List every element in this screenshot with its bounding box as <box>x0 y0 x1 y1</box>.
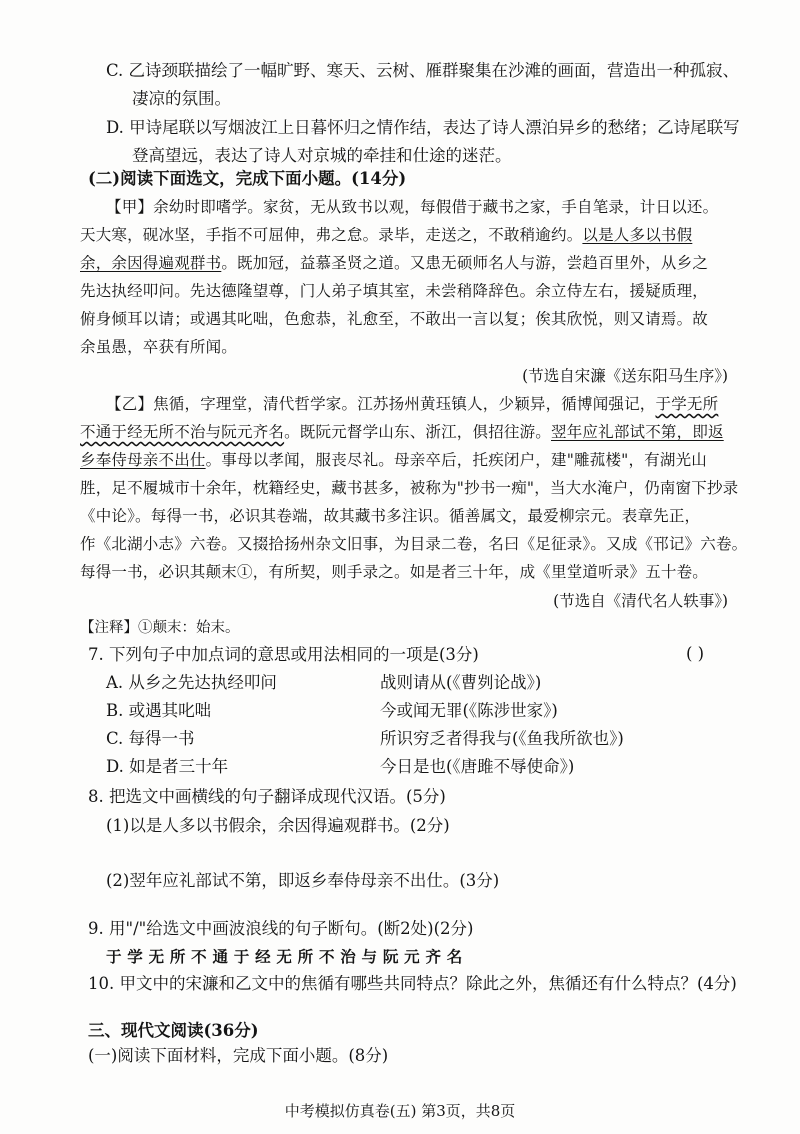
section-2-heading: (二)阅读下面选文，完成下面小题。(14分) <box>88 169 407 188</box>
yi-line-7: 每得一书，必识其颠末①，有所契，则手录之。如是者三十年，成《里堂道听录》五十卷。 <box>80 563 709 581</box>
yi-source: (节选自《清代名人轶事》) <box>553 592 728 610</box>
page-footer: 中考模拟仿真卷(五) 第3页，共8页 <box>284 1102 516 1120</box>
q7-stem: 7. 下列句子中加点词的意思或用法相同的一项是(3分) <box>88 645 479 664</box>
jia-line-3b: 。既加冠，益慕圣贤之道。又患无硕师名人与游，尝趋百里外，从乡之 <box>221 254 709 272</box>
q7-option-b-right: 今或闻无罪(《陈涉世家》) <box>380 701 558 720</box>
q8-sub-2: (2)翌年应礼部试不第，即返乡奉侍母亲不出仕。(3分) <box>106 871 500 890</box>
yi-underline-1: 翌年应礼部试不第，即返 <box>551 423 724 441</box>
option-d-line-1: D. 甲诗尾联以写烟波江上日暮怀归之情作结，表达了诗人漂泊异乡的愁绪；乙诗尾联写 <box>106 118 740 137</box>
jia-line-1: 【甲】余幼时即嗜学。家贫，无从致书以观，每假借于藏书之家，手自笔录，计日以还。 <box>106 198 719 216</box>
q8-sub-1: (1)以是人多以书假余，余因得遍观群书。(2分) <box>106 816 450 835</box>
q7-option-b-left: B. 或遇其叱咄 <box>106 701 212 720</box>
q8-stem: 8. 把选文中画横线的句子翻译成现代汉语。(5分) <box>88 787 446 806</box>
yi-line-2 <box>80 421 724 443</box>
jia-source: (节选自宋濂《送东阳马生序》) <box>522 367 728 385</box>
jia-line-5: 俯身倾耳以请；或遇其叱咄，色愈恭，礼愈至，不敢出一言以复；俟其欣悦，则又请焉。故 <box>80 310 709 328</box>
q7-option-d-left: D. 如是者三十年 <box>106 757 229 776</box>
yi-line-3 <box>80 449 707 471</box>
jia-underline-1: 以是人多以书假 <box>582 226 693 244</box>
yi-line-1 <box>106 393 718 415</box>
q9-sentence: 于 学 无 所 不 通 于 经 无 所 不 治 与 阮 元 齐 名 <box>106 947 463 966</box>
jia-line-4: 先达执经叩问。先达德隆望尊，门人弟子填其室，未尝稍降辞色。余立侍左右，援疑质理， <box>80 282 709 300</box>
yi-line-3b: 。事母以孝闻，服丧尽礼。母亲卒后，托疾闭户，建"雕菰楼"，有湖光山 <box>205 451 707 469</box>
yi-wavy-1: 于学无所 <box>655 395 719 413</box>
yi-wavy-2: 不通于经无所不治与阮元齐名 <box>80 423 285 441</box>
q7-answer-paren: ( ) <box>686 644 705 663</box>
q7-option-c-left: C. 每得一书 <box>106 729 195 748</box>
yi-line-2b: 。既阮元督学山东、浙江，俱招往游。 <box>284 423 552 441</box>
jia-line-6: 余虽愚，卒获有所闻。 <box>80 338 238 356</box>
yi-line-6: 作《北湖小志》六卷。又掇拾扬州杂文旧事，为目录二卷，名曰《足征录》。又成《邗记》六卷。 <box>80 535 748 553</box>
option-c-line-1: C. 乙诗颈联描绘了一幅旷野、寒天、云树、雁群聚集在沙滩的画面，营造出一种孤寂、 <box>106 61 740 80</box>
option-d-line-2: 登高望远，表达了诗人对京城的牵挂和仕途的迷茫。 <box>132 146 512 165</box>
q7-option-a-left: A. 从乡之先达执经叩问 <box>106 673 277 692</box>
q7-option-d-right: 今日是也(《唐雎不辱使命》) <box>380 757 575 776</box>
yi-line-5: 《中论》。每得一书，必识其卷端，故其藏书多注识。循善属文，最爱柳宗元。表章先正， <box>80 507 701 525</box>
jia-line-2a: 天大寒，砚冰坚，手指不可屈伸，弗之怠。录毕，走送之，不敢稍逾约。 <box>80 226 583 244</box>
yi-line-4: 胜，足不履城市十余年，枕籍经史，藏书甚多，被称为"抄书一痴"，当大水淹户，仍南窗下抄录 <box>80 479 739 497</box>
jia-underline-2: 余，余因得遍观群书 <box>80 254 222 272</box>
section-3-heading: 三、现代文阅读(36分) <box>88 1021 259 1040</box>
q7-option-a-right: 战则请从(《曹刿论战》) <box>380 673 542 692</box>
yi-line-1a: 【乙】焦循，字理堂，清代哲学家。江苏扬州黄珏镇人，少颖异，循博闻强记， <box>106 395 656 413</box>
option-c-line-2: 凄凉的氛围。 <box>132 89 231 108</box>
q9-stem: 9. 用"/"给选文中画波浪线的句子断句。(断2处)(2分) <box>88 919 474 938</box>
jia-line-3 <box>80 252 708 274</box>
jia-line-2 <box>80 224 692 246</box>
q10-stem: 10. 甲文中的宋濂和乙文中的焦循有哪些共同特点？除此之外，焦循还有什么特点？(4分) <box>88 974 737 993</box>
section-3-subheading: (一)阅读下面材料，完成下面小题。(8分) <box>88 1046 389 1065</box>
q7-option-c-right: 所识穷乏者得我与(《鱼我所欲也》) <box>380 729 624 748</box>
yi-underline-2: 乡奉侍母亲不出仕 <box>80 451 206 469</box>
annotation-note: 【注释】①颠末：始末。 <box>80 620 240 636</box>
